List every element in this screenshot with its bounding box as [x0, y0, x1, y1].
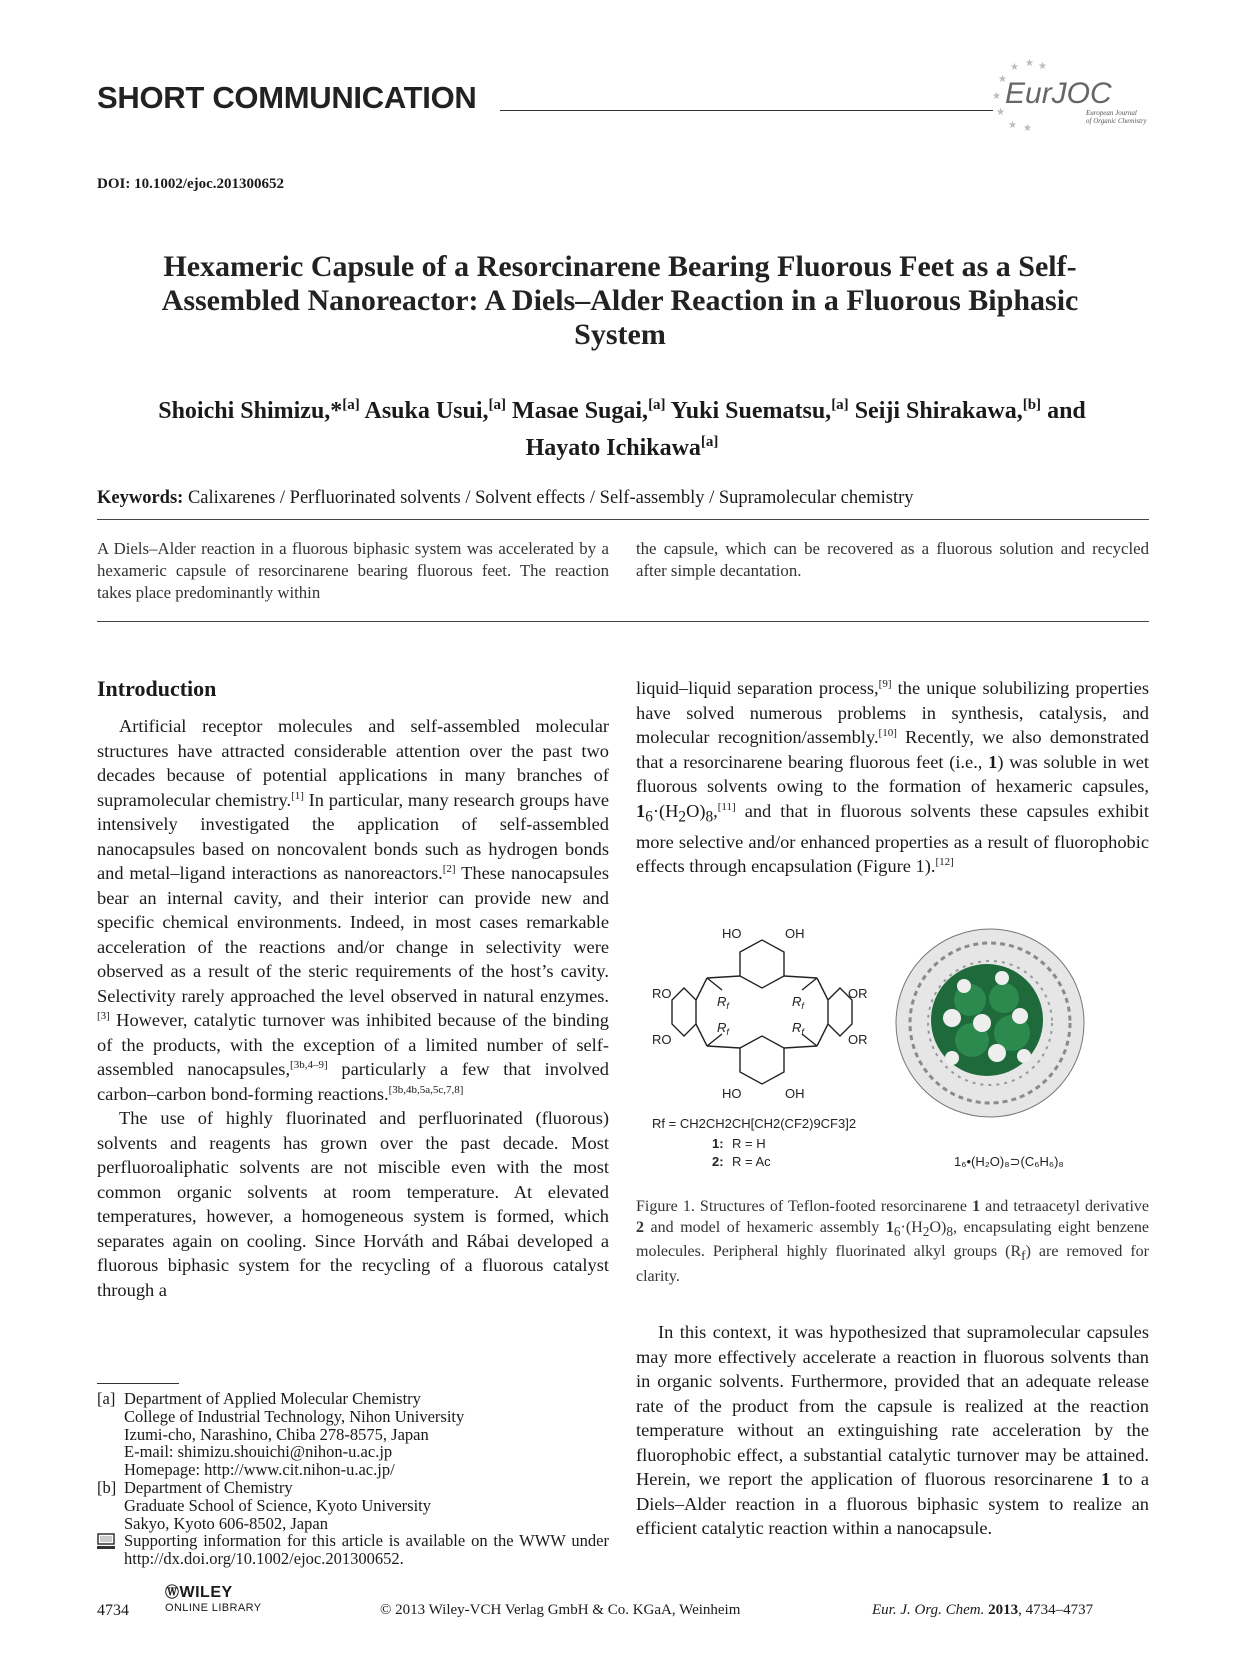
svg-text:★: ★ [998, 74, 1007, 85]
body-column-right-lower [636, 1320, 1149, 1541]
citation: [3b,4–9] [290, 1058, 328, 1071]
figure-1 [652, 928, 1132, 1173]
author: Hayato Ichikawa [525, 435, 701, 461]
logo-text: EurJOC [1005, 77, 1112, 110]
svg-text:★: ★ [1010, 62, 1019, 73]
label-rf: $R_f$ [792, 1020, 804, 1037]
author-affiliation: [a] [700, 434, 719, 450]
author: Seiji Shirakawa, [854, 398, 1023, 424]
abstract-right: the capsule, which can be recovered as a fluorous solution and recycled after simple decantation. [636, 539, 1149, 580]
paragraph: In this context, it was hypothesized that supramolecular capsules may more effectively accelerate a reaction in fluorous solvents than in organic solvents. Furthermore, provided that an adequate release rate of the product from the capsule is realized at the reaction temperature without an extinguishing rate acceleration by the fluorophobic effect, a substantial catalytic turnover may be attained. Herein, we report the application of fluorous resorcinarene 1 to a Diels–Alder reaction in a fluorous biphasic system to realize an efficient catalytic reaction within a nanocapsule. [636, 1322, 1149, 1538]
compound-2-number: 2: [712, 1154, 724, 1169]
figure-caption: Figure 1. Structures of Teflon-footed resorcinarene 1 and tetraacetyl derivative 2 and model of hexameric assembly $1_6\cdot(H_2O)_8$, encapsulating eight benzene molecules. Peripheral highly fluorinated alkyl groups $(R_f)$ are removed for clarity. [636, 1198, 1150, 1285]
divider [97, 519, 1149, 520]
supporting-info: Supporting information for this article is available on the WWW under http://dx.doi.org/10.1002/ejoc.201300652. [97, 1532, 609, 1568]
author-affiliation: [a] [648, 397, 666, 413]
author-affiliation: [a] [831, 397, 849, 413]
abstract-left: A Diels–Alder reaction in a fluorous biphasic system was accelerated by a hexameric capsule of resorcinarene bearing fluorous feet. The reaction takes place predominantly within [97, 539, 609, 602]
citation: [9] [878, 677, 892, 690]
svg-text:★: ★ [1025, 58, 1034, 69]
label-rf: $R_f$ [792, 994, 804, 1011]
footnote-a: [a] Department of Applied Molecular Chemistry College of Industrial Technology, Nihon University Izumi-cho, Narashino, Chiba 278-8575, Japan E-mail: shimizu.shouichi@nihon-u.ac.jp Homepage: http://www.cit.nihon-u.ac.jp/ [97, 1389, 465, 1480]
paragraph: liquid–liquid separation process,[9] the unique solubilizing properties have solved numerous problems in synthesis, catalysis, and molecular recognition/assembly.[10] Recently, we also demonstrated that a resorcinarene bearing fluorous feet (i.e., 1) was soluble in wet fluorous solvents owing to the formation of hexameric capsules, $1_6\cdot(H_2O)_8,[11]$ and that in fluorous solvents these capsules exhibit more selective and/or enhanced properties as a result of fluorophobic effects through encapsulation (Figure 1).[12] [636, 677, 1149, 877]
svg-text:★: ★ [1038, 61, 1047, 72]
body-column-left [97, 714, 609, 1302]
eurjoc-logo [990, 55, 1150, 135]
body-column-right [636, 676, 1149, 879]
label-or: OR [848, 1032, 868, 1047]
citation: [1] [291, 789, 304, 802]
footnote-b: [b] Department of Chemistry Graduate School of Science, Kyoto University Sakyo, Kyoto 606-8502, Japan [97, 1477, 432, 1533]
compound-2-definition: R = Ac [732, 1154, 771, 1169]
keywords [97, 488, 914, 509]
keywords-text: Calixarenes / Perfluorinated solvents / Solvent effects / Self-assembly / Supramolecular chemistry [187, 488, 914, 508]
author: Yuki Suematsu, [670, 398, 832, 424]
footnotes [97, 1390, 609, 1532]
page-number: 4734 [97, 1602, 129, 1619]
author-affiliation: [a] [488, 397, 507, 413]
citation: [11] [717, 800, 736, 813]
svg-text:★: ★ [992, 91, 1001, 102]
svg-text:★: ★ [1008, 120, 1017, 131]
compound-1-definition: R = H [732, 1136, 766, 1151]
benzene-ring-bottom [740, 1036, 784, 1084]
computer-icon [97, 1532, 124, 1568]
logo-subtext-1: European Journal [1086, 109, 1137, 117]
section-label: SHORT COMMUNICATION [97, 80, 477, 115]
copyright: © 2013 Wiley-VCH Verlag GmbH & Co. KGaA, Weinheim [380, 1602, 741, 1618]
rf-formula: Rf = CH2CH2CH[CH2(CF2)9CF3]2 [652, 1116, 857, 1131]
assembly-label: 1₆•(H₂O)₈⊃(C₆H₆)₈ [954, 1154, 1064, 1169]
label-oh: OH [785, 928, 805, 941]
label-oh: OH [785, 1086, 805, 1101]
wiley-logo: ⓌWILEY ONLINE LIBRARY [165, 1584, 262, 1614]
author-list: Shoichi Shimizu,*[a] Asuka Usui,[a] Masae Sugai,[a] Yuki Suematsu,[a] Seiji Shirakawa,[b] and Hayato Ichikawa[a] [158, 397, 1086, 461]
label-ho: HO [722, 1086, 742, 1101]
keywords-label: Keywords: [97, 488, 184, 508]
journal-reference: Eur. J. Org. Chem. 2013, 4734–4737 [872, 1602, 1094, 1618]
label-rf: $R_f$ [717, 1020, 729, 1037]
citation: [3b,4b,5a,5c,7,8] [388, 1083, 464, 1096]
author: Asuka Usui, [364, 398, 489, 424]
author-affiliation: [b] [1022, 397, 1042, 413]
label-rf: $R_f$ [717, 994, 729, 1011]
label-ro: RO [652, 986, 672, 1001]
paragraph: The use of highly fluorinated and perfluorinated (fluorous) solvents and reagents has grown over the past decade. Most perfluoroaliphatic solvents are not miscible even with the most common organic solvents at room temperature. At elevated temperatures, however, a homogeneous system is formed, which separates again on cooling. Since Horváth and Rábai developed a fluorous biphasic system for the recycling of a fluorous catalyst through a [97, 1108, 609, 1300]
compound-1-number: 1: [712, 1136, 724, 1151]
citation: [10] [878, 726, 897, 739]
author-affiliation: [a] [342, 397, 360, 413]
footnote-rule [97, 1383, 179, 1384]
header-rule [500, 110, 993, 111]
citation: [12] [935, 856, 954, 869]
section-heading: Introduction [97, 676, 217, 701]
label-or: OR [848, 986, 868, 1001]
divider [97, 621, 1149, 622]
benzene-ring-top [740, 940, 784, 988]
article-title: Hexameric Capsule of a Resorcinarene Bearing Fluorous Feet as a Self-Assembled Nanoreactor: A Diels–Alder Reaction in a Fluorous Biphasic System [161, 250, 1079, 351]
logo-subtext-2: of Organic Chemistry [1086, 117, 1147, 125]
benzene-ring-left [672, 988, 696, 1036]
resorcinarene-structure [672, 940, 852, 1084]
label-ro: RO [652, 1032, 672, 1047]
author: Masae Sugai, [512, 398, 649, 424]
wiley-icon: Ⓦ [165, 1584, 180, 1600]
capsule-model-image [896, 929, 1084, 1117]
citation: [2] [442, 862, 456, 875]
author: Shoichi Shimizu,* [158, 398, 343, 424]
paragraph: Artificial receptor molecules and self-assembled molecular structures have attracted considerable attention over the past two decades because of potential applications in many branches of supramolecular chemistry.[1] In particular, many research groups have intensively investigated the application of self-assembled nanocapsules based on noncovalent bonds such as hydrogen bonds and metal–ligand interactions as nanoreactors.[2] These nanocapsules bear an internal cavity, and their interior can provide new and specific chemical environments. Indeed, in most cases remarkable acceleration of the reactions and/or change in selectivity were observed as a result of the steric requirements of the host’s cavity. Selectivity rarely approached the level observed in natural enzymes.[3] However, catalytic turnover was inhibited because of the binding of the products, with the exception of a limited number of self-assembled nanocapsules,[3b,4–9] particularly a few that involved carbon–carbon bond-forming reactions.[3b,4b,5a,5c,7,8] [97, 716, 609, 1104]
citation: [3] [97, 1009, 110, 1022]
svg-text:★: ★ [996, 107, 1005, 118]
label-ho: HO [722, 928, 742, 941]
svg-text:★: ★ [1023, 123, 1032, 134]
doi: DOI: 10.1002/ejoc.201300652 [97, 176, 285, 192]
